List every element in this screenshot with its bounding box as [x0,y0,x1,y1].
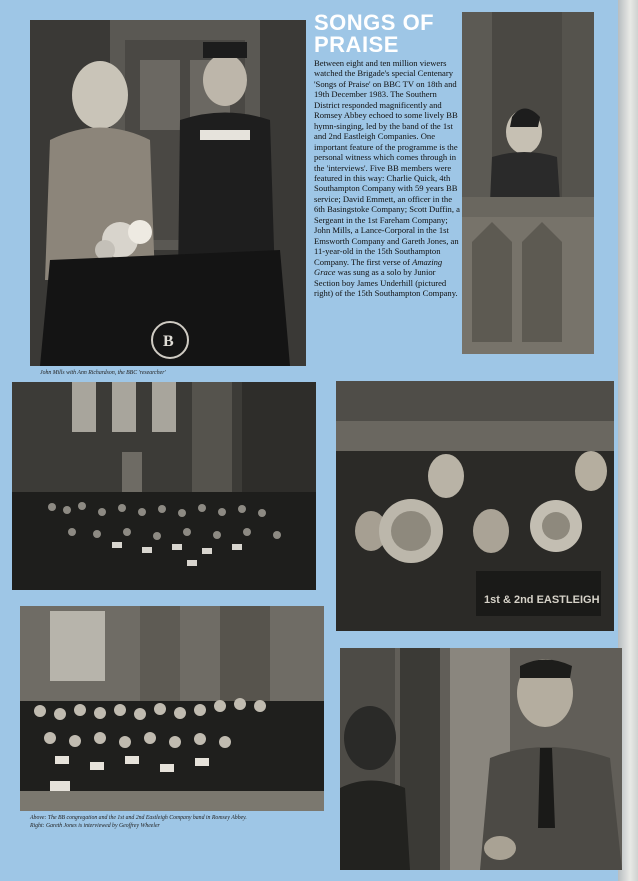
article-body [314,58,460,298]
photo-congregation-singing [20,606,324,811]
photo-abbey-congregation [12,382,316,590]
article-title [314,12,464,56]
article-body-part-3: was sung as a solo by Junior Section boy James Underhill (pictured right) of the 15th Southampton Company. [314,267,458,298]
article-body-hymn-title: Amazing Grace [314,256,443,278]
photo-eastleigh-band [336,381,614,631]
title-line-1: SONGS OF [314,10,435,35]
band-banner-text: 1st & 2nd EASTLEIGH [484,594,600,606]
title-line-2: PRAISE [314,32,399,57]
article-body-part-1: Between eight and ten million viewers watched the Brigade's special Centenary 'Songs of Praise' on BBC TV on 18th and 19th December 1983. The Southern District responded magnificently and Romsey Abbey echoed to some lively BB hymn-singing, led by the band of the 1st and 2nd Eastleigh Companies. One important feature of the programme is the personal witness which comes through in the 'interviews'. Five BB members were featured in this way: Charlie Quick, 4th Southampton Company with 59 years BB service; David Emmett, an officer in the 6th Basingstoke Company; Scott Duffin, a Sergeant in the 1st Fareham Company; John Mills, a Lance-Corporal in the 1st Emsworth Company and Gareth Jones, an 11-year-old in the 15th Southampton Company. The first verse of [314,58,460,267]
photo-john-mills-researcher [30,20,306,366]
photo-james-underhill-pulpit [462,12,594,354]
caption-photo-1: John Mills with Ann Richardson, the BBC 'researcher' [40,370,166,376]
photo-gareth-jones-interview [340,648,622,870]
lectern-emblem: B [163,333,174,350]
caption-right: Right: Gareth Jones is interviewed by Geoffrey Wheeler [30,823,160,829]
caption-above: Above: The BB congregation and the 1st and 2nd Eastleigh Company band in Romsey Abbey. [30,815,247,821]
